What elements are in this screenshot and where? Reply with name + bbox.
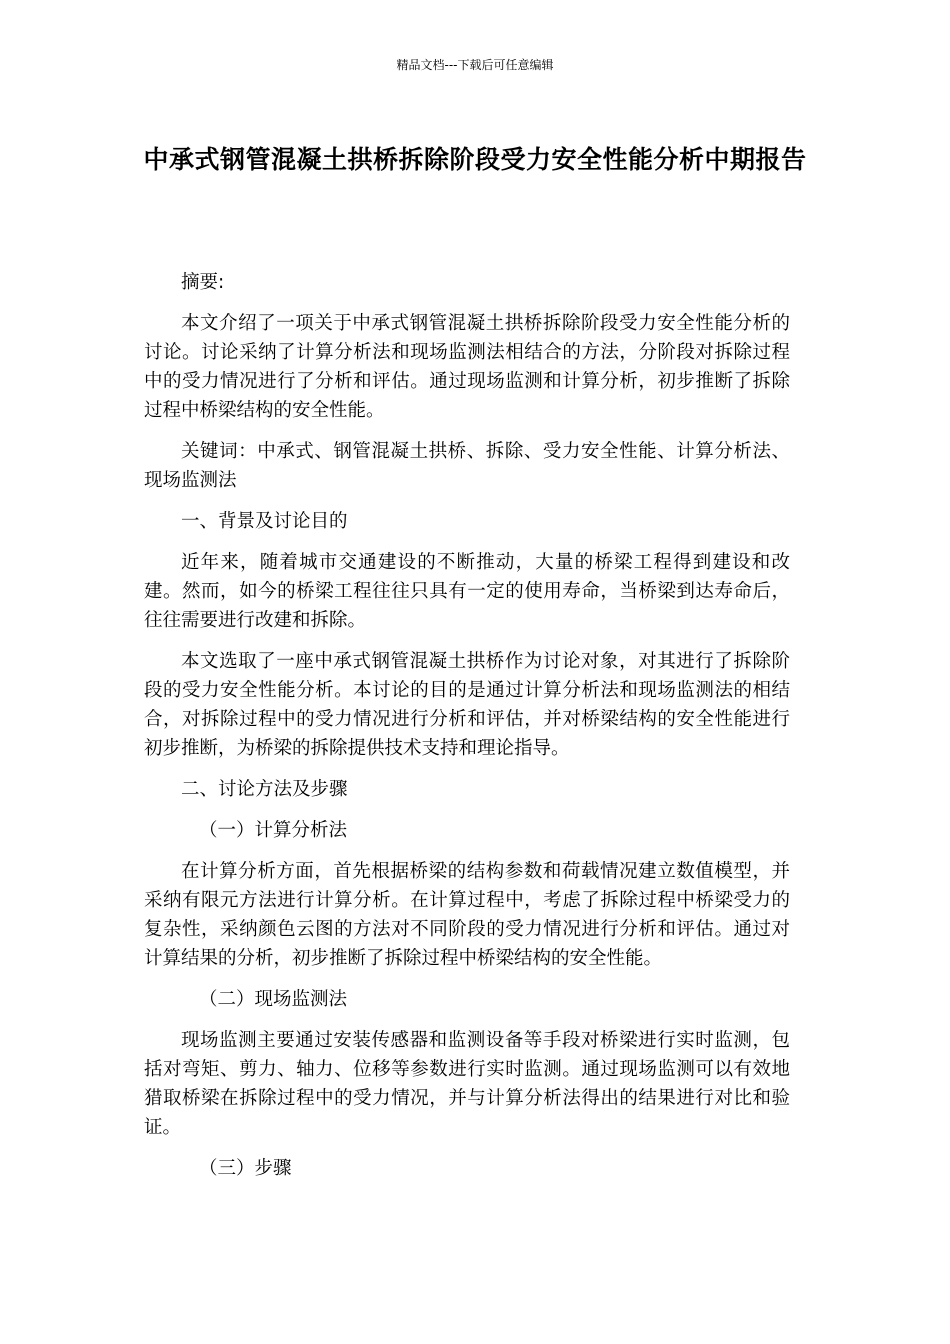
document-title: 中承式钢管混凝土拱桥拆除阶段受力安全性能分析中期报告 (143, 145, 807, 174)
monitoring-paragraph: 现场监测主要通过安装传感器和监测设备等手段对桥梁进行实时监测，包括对弯矩、剪力、轴力、位移等参数进行实时监测。通过现场监测可以有效地猎取桥梁在拆除过程中的受力情况，并与计算分析法得出的结果进行对比和验证。 (144, 1030, 790, 1138)
document-body (144, 268, 790, 1183)
abstract-paragraph: 本文介绍了一项关于中承式钢管混凝土拱桥拆除阶段受力安全性能分析的讨论。讨论采纳了计算分析法和现场监测法相结合的方法，分阶段对拆除过程中的受力情况进行了分析和评估。通过现场监测和计算分析，初步推断了拆除过程中桥梁结构的安全性能。 (144, 313, 790, 421)
keywords-paragraph: 关键词：中承式、钢管混凝土拱桥、拆除、受力安全性能、计算分析法、现场监测法 (144, 441, 790, 491)
subheading-monitoring: （二）现场监测法 (199, 989, 348, 1010)
header-note: 精品文档---下载后可任意编辑 (396, 58, 554, 72)
background-paragraph-2: 本文选取了一座中承式钢管混凝土拱桥作为讨论对象，对其进行了拆除阶段的受力安全性能分析。本讨论的目的是通过计算分析法和现场监测法的相结合，对拆除过程中的受力情况进行分析和评估，并对桥梁结构的安全性能进行初步推断，为桥梁的拆除提供技术支持和理论指导。 (144, 651, 790, 759)
abstract-label: 摘要: (181, 272, 225, 293)
section-heading-methods: 二、讨论方法及步骤 (181, 779, 348, 800)
calculation-paragraph: 在计算分析方面，首先根据桥梁的结构参数和荷载情况建立数值模型，并采纳有限元方法进行计算分析。在计算过程中，考虑了拆除过程中桥梁受力的复杂性，采纳颜色云图的方法对不同阶段的受力情况进行分析和评估。通过对计算结果的分析，初步推断了拆除过程中桥梁结构的安全性能。 (144, 861, 790, 969)
background-paragraph-1: 近年来，随着城市交通建设的不断推动，大量的桥梁工程得到建设和改建。然而，如今的桥梁工程往往只具有一定的使用寿命，当桥梁到达寿命后，往往需要进行改建和拆除。 (144, 552, 790, 631)
section-heading-background: 一、背景及讨论目的 (181, 511, 348, 532)
subheading-steps: （三）步骤 (199, 1158, 292, 1179)
subheading-calculation: （一）计算分析法 (199, 820, 348, 841)
